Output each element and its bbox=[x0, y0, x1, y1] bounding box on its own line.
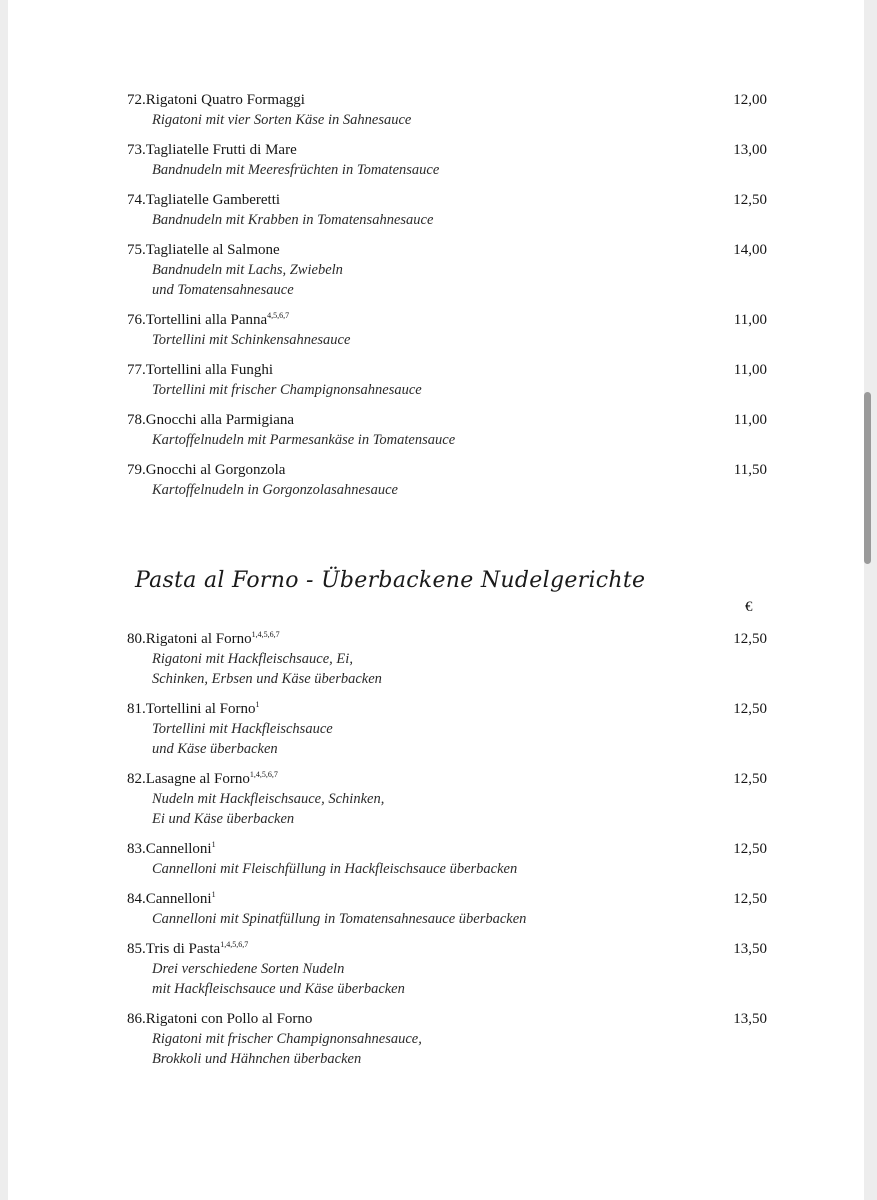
menu-item-name bbox=[127, 190, 777, 210]
menu-item-description: Bandnudeln mit Krabben in Tomatensahnesauce bbox=[152, 212, 434, 228]
menu-item-price: 13,50 bbox=[733, 941, 767, 957]
menu-item-description: Brokkoli und Hähnchen überbacken bbox=[152, 1051, 362, 1067]
pasta-menu-list bbox=[127, 90, 777, 510]
menu-item-description: Tortellini mit frischer Champignonsahnesauce bbox=[152, 382, 422, 398]
menu-item-name bbox=[127, 629, 777, 649]
menu-item-price: 12,50 bbox=[733, 771, 767, 787]
menu-item-name bbox=[127, 240, 777, 260]
menu-item-name bbox=[127, 140, 777, 160]
section-title: Pasta al Forno - Überbackene Nudelgerichte bbox=[135, 568, 646, 593]
menu-item-name bbox=[127, 839, 777, 859]
menu-item bbox=[127, 699, 777, 759]
menu-item-name bbox=[127, 889, 777, 909]
menu-item-price: 13,50 bbox=[733, 1011, 767, 1027]
menu-item-description: Rigatoni mit frischer Champignonsahnesauce, bbox=[152, 1031, 422, 1047]
menu-item-name bbox=[127, 769, 777, 789]
menu-item bbox=[127, 939, 777, 999]
menu-item bbox=[127, 889, 777, 929]
menu-item-description: Bandnudeln mit Meeresfrüchten in Tomatensauce bbox=[152, 162, 440, 178]
menu-item-description: Kartoffelnudeln mit Parmesankäse in Tomatensauce bbox=[152, 432, 456, 448]
menu-item bbox=[127, 769, 777, 829]
menu-item-title: 86.Rigatoni con Pollo al Forno bbox=[127, 1011, 313, 1027]
allergen-codes: 1,4,5,6,7 bbox=[220, 940, 249, 949]
menu-item-title: 84.Cannelloni bbox=[127, 891, 212, 907]
menu-item-name bbox=[127, 699, 777, 719]
menu-item-title: 78.Gnocchi alla Parmigiana bbox=[127, 412, 295, 428]
scrollbar-thumb[interactable] bbox=[864, 392, 871, 564]
allergen-codes: 1 bbox=[211, 890, 216, 899]
menu-item bbox=[127, 310, 777, 350]
menu-item-description: Bandnudeln mit Lachs, Zwiebeln bbox=[152, 262, 343, 278]
menu-item-description: Rigatoni mit Hackfleischsauce, Ei, bbox=[152, 651, 353, 667]
menu-item-price: 11,00 bbox=[733, 412, 767, 428]
menu-item-title: 76.Tortellini alla Panna bbox=[127, 312, 268, 328]
menu-item-price: 12,50 bbox=[733, 841, 767, 857]
menu-item-price: 12,50 bbox=[733, 701, 767, 717]
allergen-codes: 1 bbox=[211, 840, 216, 849]
menu-item-title: 82.Lasagne al Forno bbox=[127, 771, 250, 787]
menu-item-description: mit Hackfleischsauce und Käse überbacken bbox=[152, 981, 405, 997]
menu-item-price: 12,50 bbox=[733, 891, 767, 907]
menu-item-description: Cannelloni mit Spinatfüllung in Tomatensahnesauce überbacken bbox=[152, 911, 527, 927]
allergen-codes: 1,4,5,6,7 bbox=[251, 630, 280, 639]
menu-item-description: und Käse überbacken bbox=[152, 741, 278, 757]
menu-item-description: Schinken, Erbsen und Käse überbacken bbox=[152, 671, 382, 687]
menu-item-name bbox=[127, 1009, 777, 1029]
menu-item-description: Tortellini mit Schinkensahnesauce bbox=[152, 332, 351, 348]
menu-item-price: 11,00 bbox=[733, 312, 767, 328]
menu-item-title: 79.Gnocchi al Gorgonzola bbox=[127, 462, 286, 478]
menu-item bbox=[127, 140, 777, 180]
menu-item-name bbox=[127, 939, 777, 959]
menu-item bbox=[127, 839, 777, 879]
menu-item bbox=[127, 190, 777, 230]
menu-item-title: 72.Rigatoni Quatro Formaggi bbox=[127, 92, 305, 108]
menu-item-price: 14,00 bbox=[733, 242, 767, 258]
menu-item-title: 81.Tortellini al Forno bbox=[127, 701, 256, 717]
allergen-codes: 1 bbox=[255, 700, 260, 709]
menu-item-title: 74.Tagliatelle Gamberetti bbox=[127, 192, 281, 208]
menu-item-name bbox=[127, 310, 777, 330]
menu-item bbox=[127, 410, 777, 450]
menu-item-description: Cannelloni mit Fleischfüllung in Hackfleischsauce überbacken bbox=[152, 861, 518, 877]
menu-item-description: Nudeln mit Hackfleischsauce, Schinken, bbox=[152, 791, 385, 807]
menu-item-title: 83.Cannelloni bbox=[127, 841, 212, 857]
menu-item-price: 13,00 bbox=[733, 142, 767, 158]
menu-item-price: 12,50 bbox=[733, 631, 767, 647]
menu-item-price: 12,50 bbox=[733, 192, 767, 208]
menu-item-description: und Tomatensahnesauce bbox=[152, 282, 294, 298]
menu-item-price: 12,00 bbox=[733, 92, 767, 108]
menu-item bbox=[127, 629, 777, 689]
menu-item-price: 11,00 bbox=[733, 362, 767, 378]
menu-item-title: 85.Tris di Pasta bbox=[127, 941, 221, 957]
menu-item bbox=[127, 460, 777, 500]
menu-item-price: 11,50 bbox=[733, 462, 767, 478]
menu-item-title: 80.Rigatoni al Forno bbox=[127, 631, 252, 647]
menu-item-title: 75.Tagliatelle al Salmone bbox=[127, 242, 280, 258]
menu-item-name bbox=[127, 460, 777, 480]
menu-item-description: Ei und Käse überbacken bbox=[152, 811, 295, 827]
currency-label: € bbox=[745, 599, 753, 615]
menu-item bbox=[127, 90, 777, 130]
menu-item-title: 77.Tortellini alla Funghi bbox=[127, 362, 274, 378]
menu-item-name bbox=[127, 410, 777, 430]
pasta-al-forno-list bbox=[127, 629, 777, 1079]
allergen-codes: 1,4,5,6,7 bbox=[249, 770, 278, 779]
menu-item bbox=[127, 1009, 777, 1069]
menu-item-description: Rigatoni mit vier Sorten Käse in Sahnesauce bbox=[152, 112, 412, 128]
menu-item bbox=[127, 360, 777, 400]
menu-item-title: 73.Tagliatelle Frutti di Mare bbox=[127, 142, 297, 158]
menu-item-name bbox=[127, 360, 777, 380]
menu-item-description: Tortellini mit Hackfleischsauce bbox=[152, 721, 333, 737]
menu-item bbox=[127, 240, 777, 300]
menu-item-name bbox=[127, 90, 777, 110]
menu-item-description: Kartoffelnudeln in Gorgonzolasahnesauce bbox=[152, 482, 398, 498]
allergen-codes: 4,5,6,7 bbox=[267, 311, 290, 320]
menu-item-description: Drei verschiedene Sorten Nudeln bbox=[152, 961, 345, 977]
